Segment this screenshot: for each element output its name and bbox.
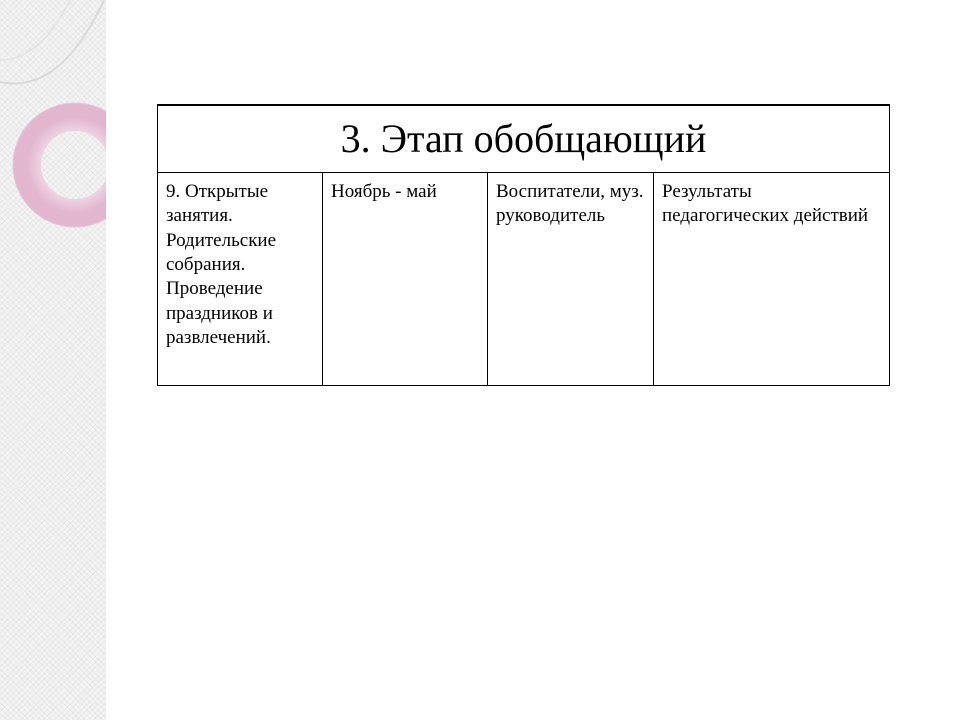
pink-ring xyxy=(27,117,106,213)
cell-period: Ноябрь - май xyxy=(323,173,488,386)
cell-responsible: Воспитатели, муз. руководитель xyxy=(488,173,654,386)
gray-ring-arc-inner xyxy=(0,0,70,60)
table-title: 3. Этап обобщающий xyxy=(158,105,890,173)
stage-table xyxy=(157,104,890,386)
cell-activities: 9. Открытые занятия. Родительские собрания. Проведение праздников и развлечений. xyxy=(158,173,323,386)
table-row xyxy=(158,173,890,386)
decorative-rings xyxy=(0,0,106,720)
cell-result: Результаты педагогических действий xyxy=(654,173,890,386)
table-title-row xyxy=(158,105,890,173)
gray-ring-arc xyxy=(0,0,104,84)
